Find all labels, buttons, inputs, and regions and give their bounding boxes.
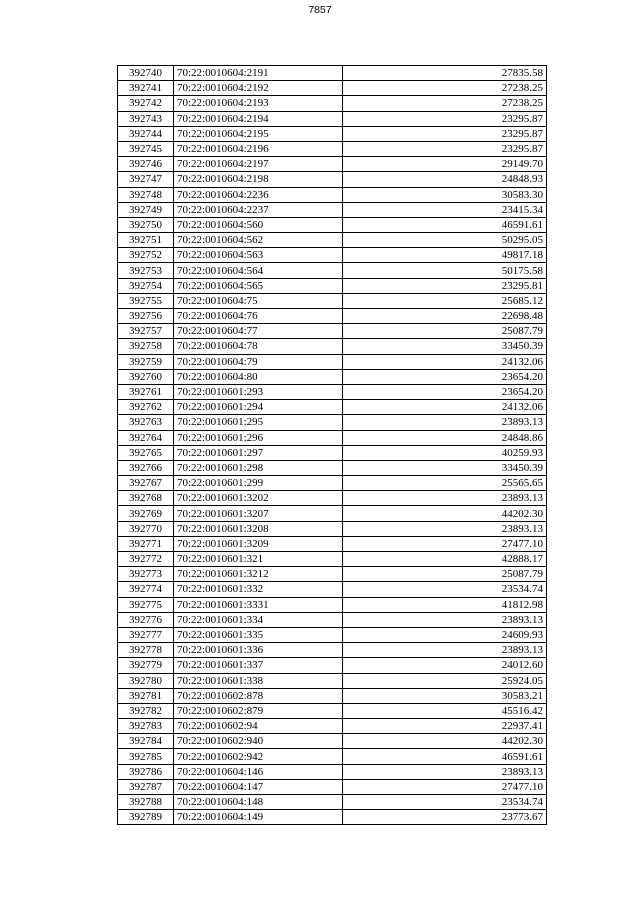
table-row (118, 536, 547, 551)
cadastral-number-cell: 70:22:0010601:335 (174, 627, 343, 642)
cadastral-number-cell: 70:22:0010604:148 (174, 795, 343, 810)
value-cell: 23893.13 (343, 643, 547, 658)
row-number-cell: 392789 (118, 810, 174, 825)
row-number-cell: 392757 (118, 324, 174, 339)
cadastral-number-cell: 70:22:0010604:2193 (174, 96, 343, 111)
cadastral-number-cell: 70:22:0010601:295 (174, 415, 343, 430)
value-cell: 41812.98 (343, 597, 547, 612)
cadastral-number-cell: 70:22:0010604:78 (174, 339, 343, 354)
table-row (118, 703, 547, 718)
value-cell: 23893.13 (343, 612, 547, 627)
row-number-cell: 392769 (118, 506, 174, 521)
table-row (118, 795, 547, 810)
row-number-cell: 392774 (118, 582, 174, 597)
row-number-cell: 392756 (118, 309, 174, 324)
cadastral-number-cell: 70:22:0010604:564 (174, 263, 343, 278)
cadastral-number-cell: 70:22:0010601:336 (174, 643, 343, 658)
table-row (118, 810, 547, 825)
table-row (118, 293, 547, 308)
row-number-cell: 392773 (118, 567, 174, 582)
row-number-cell: 392785 (118, 749, 174, 764)
table-row (118, 597, 547, 612)
row-number-cell: 392763 (118, 415, 174, 430)
cadastral-number-cell: 70:22:0010604:149 (174, 810, 343, 825)
row-number-cell: 392772 (118, 552, 174, 567)
cadastral-number-cell: 70:22:0010601:299 (174, 476, 343, 491)
value-cell: 23295.87 (343, 126, 547, 141)
value-cell: 25685.12 (343, 293, 547, 308)
cadastral-number-cell: 70:22:0010601:293 (174, 384, 343, 399)
row-number-cell: 392761 (118, 384, 174, 399)
cadastral-number-cell: 70:22:0010601:3209 (174, 536, 343, 551)
cadastral-number-cell: 70:22:0010604:76 (174, 309, 343, 324)
row-number-cell: 392786 (118, 764, 174, 779)
cadastral-number-cell: 70:22:0010601:296 (174, 430, 343, 445)
row-number-cell: 392768 (118, 491, 174, 506)
table-row (118, 430, 547, 445)
value-cell: 24012.60 (343, 658, 547, 673)
table-row (118, 734, 547, 749)
table-row (118, 491, 547, 506)
cadastral-number-cell: 70:22:0010604:2197 (174, 157, 343, 172)
cadastral-number-cell: 70:22:0010601:3212 (174, 567, 343, 582)
row-number-cell: 392762 (118, 400, 174, 415)
row-number-cell: 392759 (118, 354, 174, 369)
table-row (118, 278, 547, 293)
row-number-cell: 392766 (118, 460, 174, 475)
table-row (118, 324, 547, 339)
cadastral-number-cell: 70:22:0010604:560 (174, 217, 343, 232)
table-row (118, 506, 547, 521)
row-number-cell: 392741 (118, 81, 174, 96)
value-cell: 33450.39 (343, 460, 547, 475)
value-cell: 33450.39 (343, 339, 547, 354)
value-cell: 22698.48 (343, 309, 547, 324)
row-number-cell: 392753 (118, 263, 174, 278)
cadastral-number-cell: 70:22:0010604:2236 (174, 187, 343, 202)
table-row (118, 582, 547, 597)
table-row (118, 719, 547, 734)
row-number-cell: 392780 (118, 673, 174, 688)
table-row (118, 339, 547, 354)
value-cell: 24132.06 (343, 400, 547, 415)
row-number-cell: 392751 (118, 233, 174, 248)
row-number-cell: 392740 (118, 66, 174, 81)
row-number-cell: 392755 (118, 293, 174, 308)
table-row (118, 172, 547, 187)
value-cell: 23654.20 (343, 369, 547, 384)
table-row (118, 263, 547, 278)
table-row (118, 627, 547, 642)
cadastral-number-cell: 70:22:0010602:942 (174, 749, 343, 764)
row-number-cell: 392747 (118, 172, 174, 187)
value-cell: 44202.30 (343, 506, 547, 521)
row-number-cell: 392779 (118, 658, 174, 673)
row-number-cell: 392750 (118, 217, 174, 232)
row-number-cell: 392743 (118, 111, 174, 126)
table-row (118, 66, 547, 81)
row-number-cell: 392745 (118, 141, 174, 156)
cadastral-number-cell: 70:22:0010604:75 (174, 293, 343, 308)
row-number-cell: 392749 (118, 202, 174, 217)
row-number-cell: 392775 (118, 597, 174, 612)
cadastral-number-cell: 70:22:0010604:563 (174, 248, 343, 263)
cadastral-number-cell: 70:22:0010601:334 (174, 612, 343, 627)
value-cell: 23295.87 (343, 111, 547, 126)
cadastral-number-cell: 70:22:0010604:147 (174, 779, 343, 794)
row-number-cell: 392788 (118, 795, 174, 810)
cadastral-number-cell: 70:22:0010601:337 (174, 658, 343, 673)
row-number-cell: 392784 (118, 734, 174, 749)
value-cell: 24848.86 (343, 430, 547, 445)
value-cell: 30583.21 (343, 688, 547, 703)
cadastral-number-cell: 70:22:0010602:879 (174, 703, 343, 718)
value-cell: 50175.58 (343, 263, 547, 278)
value-cell: 27238.25 (343, 81, 547, 96)
cadastral-number-cell: 70:22:0010604:79 (174, 354, 343, 369)
table-row (118, 567, 547, 582)
value-cell: 24848.93 (343, 172, 547, 187)
row-number-cell: 392742 (118, 96, 174, 111)
table-row (118, 673, 547, 688)
row-number-cell: 392765 (118, 445, 174, 460)
value-cell: 23893.13 (343, 521, 547, 536)
value-cell: 46591.61 (343, 749, 547, 764)
table-row (118, 688, 547, 703)
cadastral-number-cell: 70:22:0010601:298 (174, 460, 343, 475)
row-number-cell: 392767 (118, 476, 174, 491)
value-cell: 46591.61 (343, 217, 547, 232)
row-number-cell: 392776 (118, 612, 174, 627)
cadastral-number-cell: 70:22:0010604:146 (174, 764, 343, 779)
value-cell: 25087.79 (343, 567, 547, 582)
value-cell: 23893.13 (343, 491, 547, 506)
table-row (118, 415, 547, 430)
table-row (118, 354, 547, 369)
value-cell: 42888.17 (343, 552, 547, 567)
row-number-cell: 392787 (118, 779, 174, 794)
table-body (118, 66, 547, 825)
cadastral-number-cell: 70:22:0010601:332 (174, 582, 343, 597)
table-row (118, 217, 547, 232)
value-cell: 24132.06 (343, 354, 547, 369)
table-row (118, 460, 547, 475)
value-cell: 23295.81 (343, 278, 547, 293)
value-cell: 23773.67 (343, 810, 547, 825)
cadastral-number-cell: 70:22:0010604:2192 (174, 81, 343, 96)
value-cell: 25924.05 (343, 673, 547, 688)
value-cell: 24609.93 (343, 627, 547, 642)
cadastral-number-cell: 70:22:0010601:294 (174, 400, 343, 415)
value-cell: 23654.20 (343, 384, 547, 399)
cadastral-number-cell: 70:22:0010604:2194 (174, 111, 343, 126)
row-number-cell: 392771 (118, 536, 174, 551)
value-cell: 27477.10 (343, 779, 547, 794)
table-row (118, 369, 547, 384)
value-cell: 23534.74 (343, 582, 547, 597)
table-row (118, 96, 547, 111)
row-number-cell: 392746 (118, 157, 174, 172)
table-row (118, 445, 547, 460)
table-row (118, 187, 547, 202)
value-cell: 23295.87 (343, 141, 547, 156)
row-number-cell: 392783 (118, 719, 174, 734)
table-row (118, 658, 547, 673)
table-row (118, 233, 547, 248)
value-cell: 27238.25 (343, 96, 547, 111)
value-cell: 45516.42 (343, 703, 547, 718)
table-row (118, 111, 547, 126)
value-cell: 27835.58 (343, 66, 547, 81)
value-cell: 23893.13 (343, 764, 547, 779)
value-cell: 44202.30 (343, 734, 547, 749)
table-row (118, 141, 547, 156)
table-row (118, 521, 547, 536)
cadastral-number-cell: 70:22:0010602:940 (174, 734, 343, 749)
row-number-cell: 392754 (118, 278, 174, 293)
row-number-cell: 392778 (118, 643, 174, 658)
value-cell: 27477.10 (343, 536, 547, 551)
cadastral-number-cell: 70:22:0010604:2237 (174, 202, 343, 217)
cadastral-number-cell: 70:22:0010601:3208 (174, 521, 343, 536)
table-row (118, 309, 547, 324)
value-cell: 22937.41 (343, 719, 547, 734)
table-row (118, 81, 547, 96)
value-cell: 23534.74 (343, 795, 547, 810)
table-row (118, 764, 547, 779)
table-row (118, 749, 547, 764)
table-row (118, 202, 547, 217)
cadastral-number-cell: 70:22:0010601:297 (174, 445, 343, 460)
cadastral-number-cell: 70:22:0010604:2196 (174, 141, 343, 156)
value-cell: 23415.34 (343, 202, 547, 217)
table-row (118, 248, 547, 263)
row-number-cell: 392781 (118, 688, 174, 703)
row-number-cell: 392748 (118, 187, 174, 202)
cadastral-number-cell: 70:22:0010602:94 (174, 719, 343, 734)
table-row (118, 400, 547, 415)
cadastral-number-cell: 70:22:0010601:321 (174, 552, 343, 567)
value-cell: 50295.05 (343, 233, 547, 248)
row-number-cell: 392752 (118, 248, 174, 263)
value-cell: 23893.13 (343, 415, 547, 430)
row-number-cell: 392758 (118, 339, 174, 354)
row-number-cell: 392777 (118, 627, 174, 642)
value-cell: 40259.93 (343, 445, 547, 460)
value-cell: 25087.79 (343, 324, 547, 339)
value-cell: 29149.70 (343, 157, 547, 172)
row-number-cell: 392782 (118, 703, 174, 718)
cadastral-number-cell: 70:22:0010604:2195 (174, 126, 343, 141)
table-row (118, 384, 547, 399)
cadastral-number-cell: 70:22:0010602:878 (174, 688, 343, 703)
row-number-cell: 392744 (118, 126, 174, 141)
cadastral-number-cell: 70:22:0010604:77 (174, 324, 343, 339)
cadastral-number-cell: 70:22:0010604:80 (174, 369, 343, 384)
cadastral-number-cell: 70:22:0010601:3202 (174, 491, 343, 506)
table-row (118, 779, 547, 794)
data-table (117, 65, 547, 825)
table-row (118, 126, 547, 141)
value-cell: 49817.18 (343, 248, 547, 263)
cadastral-number-cell: 70:22:0010601:3331 (174, 597, 343, 612)
table-row (118, 157, 547, 172)
page-number: 7857 (308, 4, 332, 16)
table-row (118, 476, 547, 491)
row-number-cell: 392764 (118, 430, 174, 445)
cadastral-number-cell: 70:22:0010601:3207 (174, 506, 343, 521)
table-row (118, 643, 547, 658)
value-cell: 30583.30 (343, 187, 547, 202)
table-row (118, 612, 547, 627)
cadastral-number-cell: 70:22:0010604:565 (174, 278, 343, 293)
cadastral-number-cell: 70:22:0010604:2198 (174, 172, 343, 187)
cadastral-number-cell: 70:22:0010604:562 (174, 233, 343, 248)
value-cell: 25565.65 (343, 476, 547, 491)
cadastral-number-cell: 70:22:0010601:338 (174, 673, 343, 688)
cadastral-number-cell: 70:22:0010604:2191 (174, 66, 343, 81)
row-number-cell: 392760 (118, 369, 174, 384)
table-row (118, 552, 547, 567)
row-number-cell: 392770 (118, 521, 174, 536)
